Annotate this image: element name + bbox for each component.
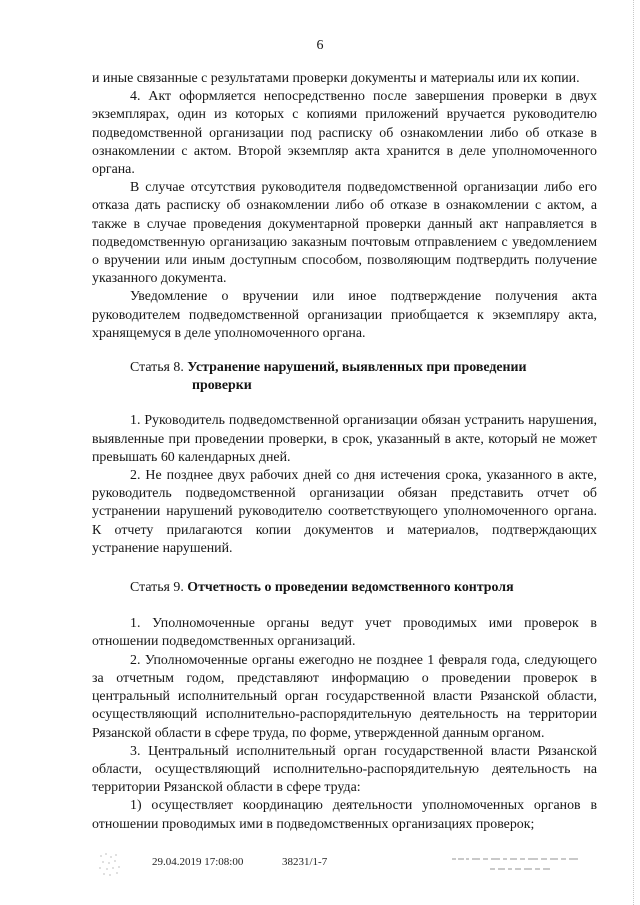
article-8-paragraph-1: 1. Руководитель подведомственной организации обязан устранить нарушения, выявленные при проведении проверки, в срок, указанный в акте, который не может превышать 60 календарных дней. <box>92 413 597 465</box>
article-9-paragraph-1: 1. Уполномоченные органы ведут учет проводимых ими проверок в отношении подведомственных организаций. <box>92 616 597 650</box>
spacer <box>92 343 597 359</box>
article-8-title: Устранение нарушений, выявленных при проведении <box>187 360 527 376</box>
article-9-paragraph-4: 1) осуществляет координацию деятельности уполномоченных органов в отношении проводимых ими в подведомственных организациях проверок; <box>92 798 597 832</box>
article-8-title-continuation: проверки <box>192 378 252 394</box>
article-9-label: Статья 9. <box>130 580 184 596</box>
paragraph-act-execution: 4. Акт оформляется непосредственно после завершения проверки в двух экземплярах, один из которых с копиями приложений вручается руководителю подведомственной организации под расписку об ознакомлении либо об отказе в ознакомлении с актом. Второй экземпляр акта хранится в деле уполномоченного органа. <box>92 89 597 178</box>
article-9-heading <box>92 579 597 597</box>
document-footer <box>0 856 640 886</box>
paragraph-continuation: и иные связанные с результатами проверки документы и материалы или их копии. <box>92 71 580 86</box>
spacer <box>92 395 597 412</box>
stamp-icon <box>96 850 124 878</box>
registration-datetime: 29.04.2019 17:08:00 <box>152 856 244 868</box>
document-body <box>92 70 597 834</box>
paragraph-delivery-confirmation: Уведомление о вручении или иное подтверждение получения акта руководителем подведомственной организации приобщается к экземпляру акта, хранящемуся в деле уполномоченного органа. <box>92 289 597 341</box>
paragraph-act-mailing: В случае отсутствия руководителя подведомственной организации либо его отказа дать расписку об ознакомлении либо об отказе в ознакомлении с актом, а также в случае проведения документарной проверки данный акт направляется в подведомственную организацию заказным почтовым отправлением с уведомлением о вручении или иным доступным способом, позволяющим подтвердить получение указанного документа. <box>92 180 597 287</box>
article-8-paragraph-2: 2. Не позднее двух рабочих дней со дня истечения срока, указанного в акте, руководитель подведомственной организации обязан представить отчет об устранении нарушений руководителю соответствующего уполномоченного органа. К отчету прилагаются копии документов и материалов, подтверждающих устранение нарушений. <box>92 468 597 556</box>
spacer <box>92 558 597 579</box>
article-9-title: Отчетность о проведении ведомственного контроля <box>187 580 514 596</box>
article-9-paragraph-3: 3. Центральный исполнительный орган государственной власти Рязанской области, осуществляющий исполнительно-распорядительную деятельность на территории Рязанской области в сфере труда: <box>92 743 597 796</box>
article-8-label: Статья 8. <box>130 360 184 376</box>
electronic-signature-mark-icon <box>450 854 590 882</box>
spacer <box>92 597 597 615</box>
article-9-paragraph-2: 2. Уполномоченные органы ежегодно не позднее 1 февраля года, следующего за отчетным годом, представляют информацию о проведении проверок в центральный исполнительный орган государственной власти Рязанской области, осуществляющий исполнительно-распорядительную деятельность на территории Рязанской области в сфере труда, по форме, утвержденной данным органом. <box>92 652 597 741</box>
page-edge <box>632 0 634 905</box>
article-8-heading <box>92 359 597 395</box>
registration-number: 38231/1-7 <box>282 856 328 868</box>
page-number: 6 <box>316 38 324 53</box>
